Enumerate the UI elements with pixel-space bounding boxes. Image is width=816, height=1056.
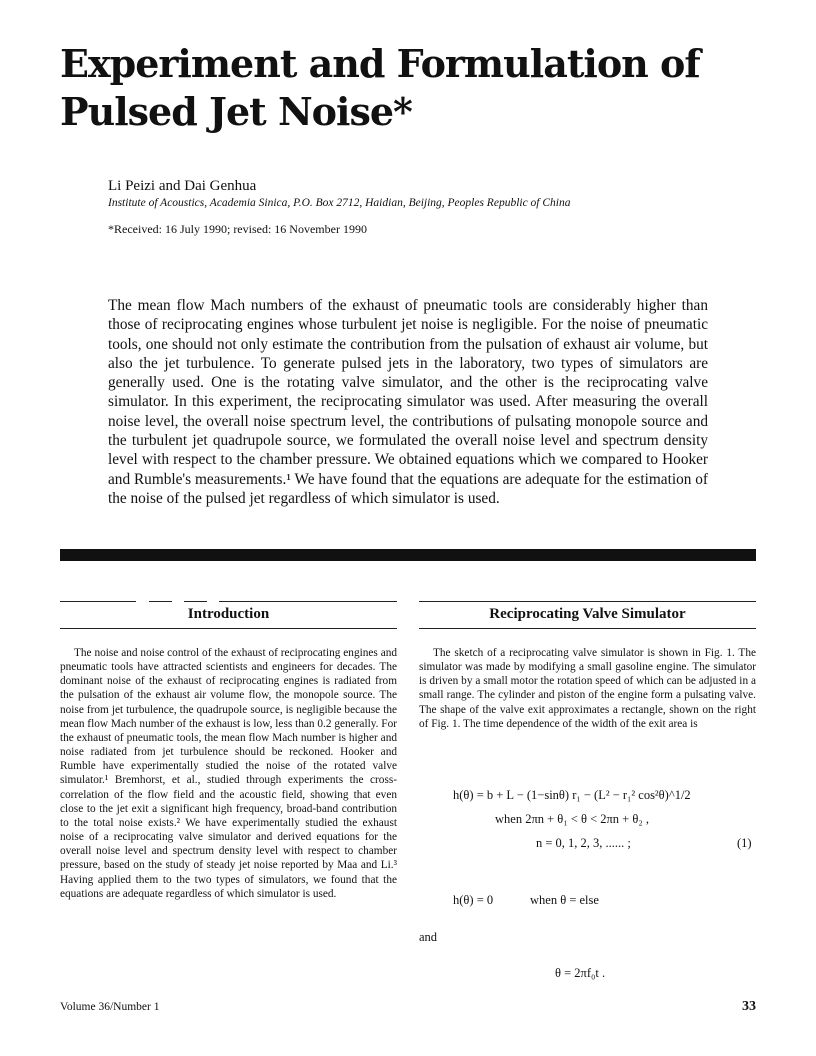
- reciprocating-heading: Reciprocating Valve Simulator: [489, 606, 686, 622]
- abstract: The mean flow Mach numbers of the exhaust of pneumatic tools are considerably higher than those of reciprocating engines whose turbulent jet noise is negligible. For the noise of pneumatic tools, one should not only estimate the contribution from the pulsation of exhaust air volume, but also the jet turbulence. To generate pulsed jets in the laboratory, two types of simulators are generally used. One is the rotating valve simulator, and the other is the reciprocating valve simulator. In this experiment, the reciprocating simulator was used. After measuring the overall noise level, the overall noise spectrum level, the contributions of pulsating monopole source and the turbulent jet quadrupole source, we formulated the overall noise level and spectrum density level with respect to the chamber pressure. We obtained equations which we compared to Hooker and Rumble's measurements.¹ We have found that the equations are adequate for the estimation of the noise of the pulsed jet regardless of which simulator is used.: [108, 297, 708, 507]
- equation-1-condition: when 2πn + θ₁ < θ < 2πn + θ₂ ,: [495, 812, 649, 826]
- equation-1-main: h(θ) = b + L − (1−sinθ) r₁ − (L² − r₁² cos²θ)^1/2: [453, 788, 691, 802]
- author-names: Li Peizi and Dai Genhua: [108, 178, 257, 194]
- article-title: Experiment and Formulation of Pulsed Jet Noise*: [60, 41, 700, 134]
- introduction-heading: Introduction: [187, 606, 270, 622]
- heading-rule: [419, 601, 756, 602]
- equation-2-left: h(θ) = 0: [453, 893, 494, 907]
- introduction-paragraph: The noise and noise control of the exhaust of reciprocating engines and pneumatic tools have attracted scientists and engineers for decades. The dominant noise of the exhaust of reciprocating engines is radiated from the pulsation of the exhaust air volume flow, the monopole source. The noise from jet turbulence, the quadrupole source, is negligible because the mean flow Mach number of the exhaust is low, less than 0.2 generally. For the exhaust of pneumatic tools, the mean flow Mach number is higher and noise radiated from jet turbulence should be reckoned. Hooker and Rumble have experimentally studied the noise of the rotated valve simulator.¹ Bremhorst, et al., studied through experiments the cross-correlation of the flow field and the acoustic field, showing that even close to the jet exit a significant high frequency, broad-band contribution to the total noise exists.² We have experimentally studied the exhaust noise of a reciprocating valve simulator and derived equations for the overall noise level and spectrum density level with respect to chamber pressure, based on the study of steady jet noise reported by Maa and Li.³ Having applied them to the two types of simulators, we found that the equations are adequate regardless of which simulator is used.: [60, 647, 397, 900]
- received-dates: *Received: 16 July 1990; revised: 16 November 1990: [108, 222, 367, 236]
- volume-number: Volume 36/Number 1: [60, 1001, 160, 1013]
- heading-rule-segment: [184, 601, 207, 602]
- heading-underline: [60, 628, 397, 629]
- heading-rule-segment: [219, 601, 397, 602]
- equation-2-right: when θ = else: [530, 893, 599, 907]
- reciprocating-body: [419, 646, 756, 731]
- equation-1-range: n = 0, 1, 2, 3, ...... ;: [536, 836, 631, 850]
- heading-rule-segment: [149, 601, 172, 602]
- equation-3: θ = 2πf₀t .: [555, 966, 606, 980]
- and-text: and: [419, 930, 438, 944]
- reciprocating-paragraph: The sketch of a reciprocating valve simulator is shown in Fig. 1. The simulator was made by modifying a small gasoline engine. The simulator is driven by a small motor the rotation speed of which can be adjusted in a small range. The cylinder and piston of the engine form a pulsating valve. The shape of the valve exit approximates a rectangle, shown on the right of Fig. 1. The time dependence of the width of the exit area is: [419, 647, 756, 730]
- page-number: 33: [742, 999, 756, 1014]
- equation-1-number: (1): [737, 836, 752, 850]
- section-divider-bar: [60, 549, 756, 561]
- heading-rule-segment: [60, 601, 136, 602]
- author-affiliation: Institute of Acoustics, Academia Sinica, P.O. Box 2712, Haidian, Beijing, Peoples Republic of China: [108, 197, 571, 209]
- introduction-body: [60, 646, 397, 901]
- heading-underline: [419, 628, 756, 629]
